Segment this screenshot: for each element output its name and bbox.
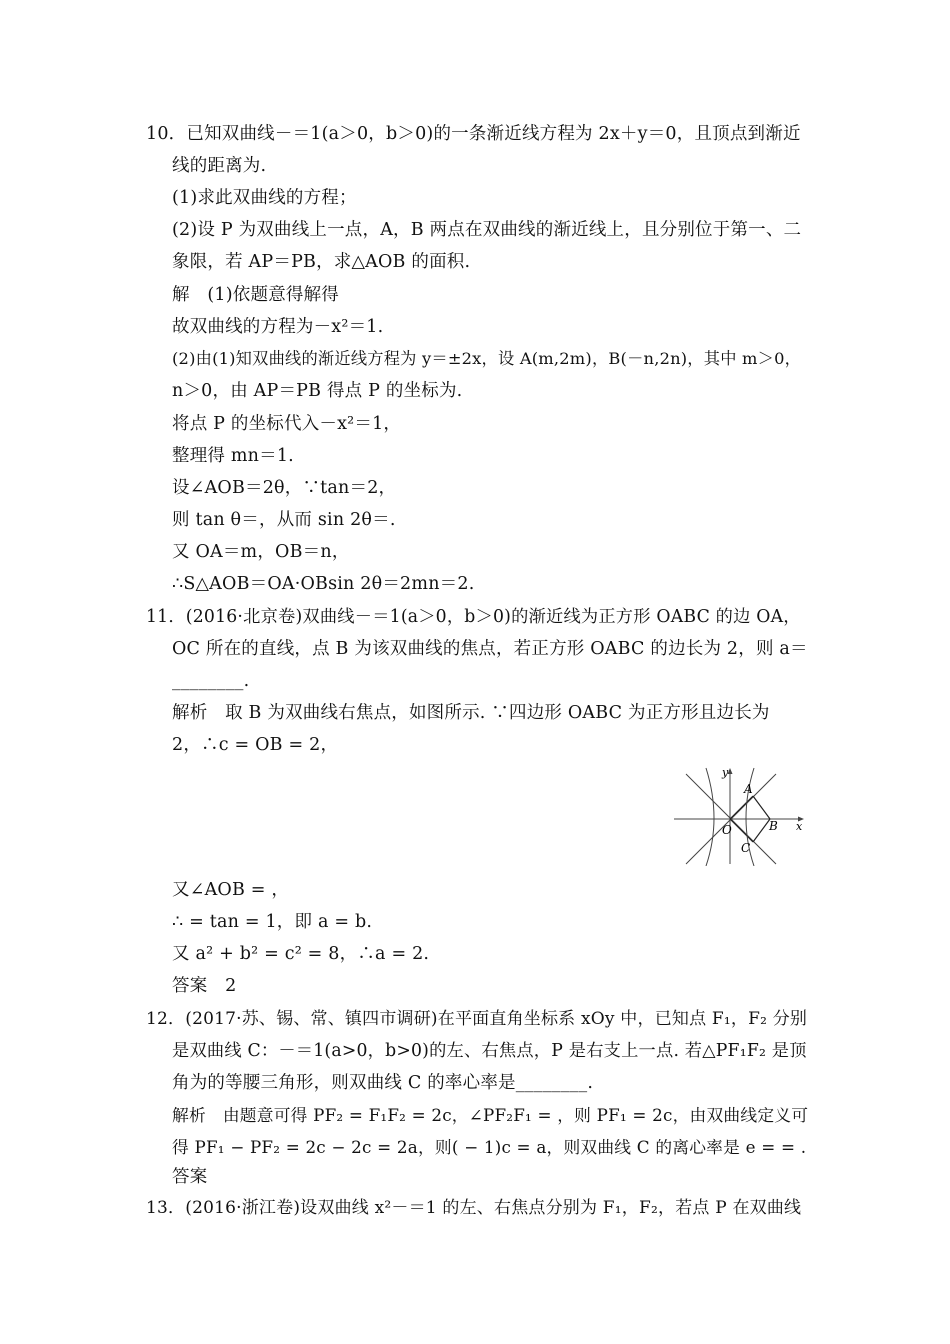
problem-10-line-1: 10．已知双曲线－＝1(a＞0，b＞0)的一条渐近线方程为 2x＋y＝0，且顶点到渐近	[146, 124, 801, 144]
problem-10-part-2: (2)设 P 为双曲线上一点，A，B 两点在双曲线的渐近线上，且分别位于第一、二	[172, 220, 802, 240]
solution-10-line-9: 又 OA＝m，OB＝n，	[172, 542, 350, 562]
analysis-11-line-1: 解析 取 B 为双曲线右焦点，如图所示. ∵四边形 OABC 为正方形且边长为	[172, 703, 770, 723]
figure-label-b: B	[769, 819, 778, 833]
problem-13-line-1: 13．(2016·浙江卷)设双曲线 x²－＝1 的左、右焦点分别为 F₁，F₂，若点 P 在双曲线	[146, 1198, 802, 1218]
analysis-12-line-2: 得 PF₁ − PF₂ = 2c − 2c = 2a，则( − 1)c = a，则双曲线 C 的离心率是 e = = .	[172, 1137, 807, 1157]
solution-10-line-4: n＞0，由 AP＝PB 得点 P 的坐标为.	[172, 381, 463, 401]
problem-12-line-1: 12．(2017·苏、锡、常、镇四市调研)在平面直角坐标系 xOy 中，已知点 F₁，F₂ 分别	[146, 1009, 808, 1029]
hyperbola-square-figure	[672, 762, 812, 866]
problem-11-line-2: OC 所在的直线，点 B 为该双曲线的焦点，若正方形 OABC 的边长为 2，则 a＝	[172, 639, 808, 659]
solution-10-line-10: ∴S△AOB＝OA·OBsin 2θ＝2mn＝2.	[172, 574, 475, 594]
problem-10-line-2: 线的距离为.	[172, 156, 267, 176]
problem-11-line-1: 11．(2016·北京卷)双曲线－＝1(a＞0，b＞0)的渐近线为正方形 OABC 的边 OA，	[146, 607, 801, 627]
problem-12-line-2: 是双曲线 C：－＝1(a>0，b>0)的左、右焦点，P 是右支上一点. 若△PF₁F₂ 是顶	[172, 1041, 807, 1061]
solution-10-line-3: (2)由(1)知双曲线的渐近线方程为 y＝±2x，设 A(m,2m)，B(－n,2n)，其中 m＞0，	[172, 349, 802, 368]
problem-12-line-3: 角为的等腰三角形，则双曲线 C 的率心率是________.	[172, 1073, 594, 1093]
solution-10-line-8: 则 tan θ＝，从而 sin 2θ＝.	[172, 510, 396, 530]
problem-10-part-1: (1)求此双曲线的方程；	[172, 188, 357, 208]
solution-10-line-5: 将点 P 的坐标代入－x²＝1，	[172, 414, 402, 434]
solution-10-line-7: 设∠AOB＝2θ，∵tan＝2，	[172, 478, 397, 498]
figure-label-a: A	[744, 782, 753, 796]
answer-11: 答案 2	[172, 976, 237, 996]
analysis-12-line-1: 解析 由题意可得 PF₂ = F₁F₂ = 2c，∠PF₂F₁ = ，则 PF₁ = 2c，由双曲线定义可	[172, 1105, 809, 1125]
solution-10-line-6: 整理得 mn＝1.	[172, 446, 294, 466]
analysis-11-line-3: 又∠AOB = ，	[172, 880, 290, 900]
figure-label-x: x	[796, 820, 803, 833]
answer-12: 答案	[172, 1167, 208, 1187]
problem-11-blank: ________.	[172, 671, 250, 691]
figure-label-o: O	[722, 823, 732, 837]
analysis-11-line-4: ∴ = tan = 1，即 a = b.	[172, 912, 373, 932]
problem-10-part-2-cont: 象限，若 AP＝PB，求△AOB 的面积.	[172, 252, 471, 272]
analysis-11-line-2: 2，∴c = OB = 2，	[172, 735, 339, 755]
solution-10-line-1: 解 (1)依题意得解得	[172, 285, 339, 305]
figure-label-y: y	[722, 766, 729, 779]
figure-label-c: C	[741, 841, 751, 855]
solution-10-line-2: 故双曲线的方程为－x²＝1.	[172, 317, 384, 337]
analysis-11-line-5: 又 a² + b² = c² = 8，∴a = 2.	[172, 944, 430, 964]
